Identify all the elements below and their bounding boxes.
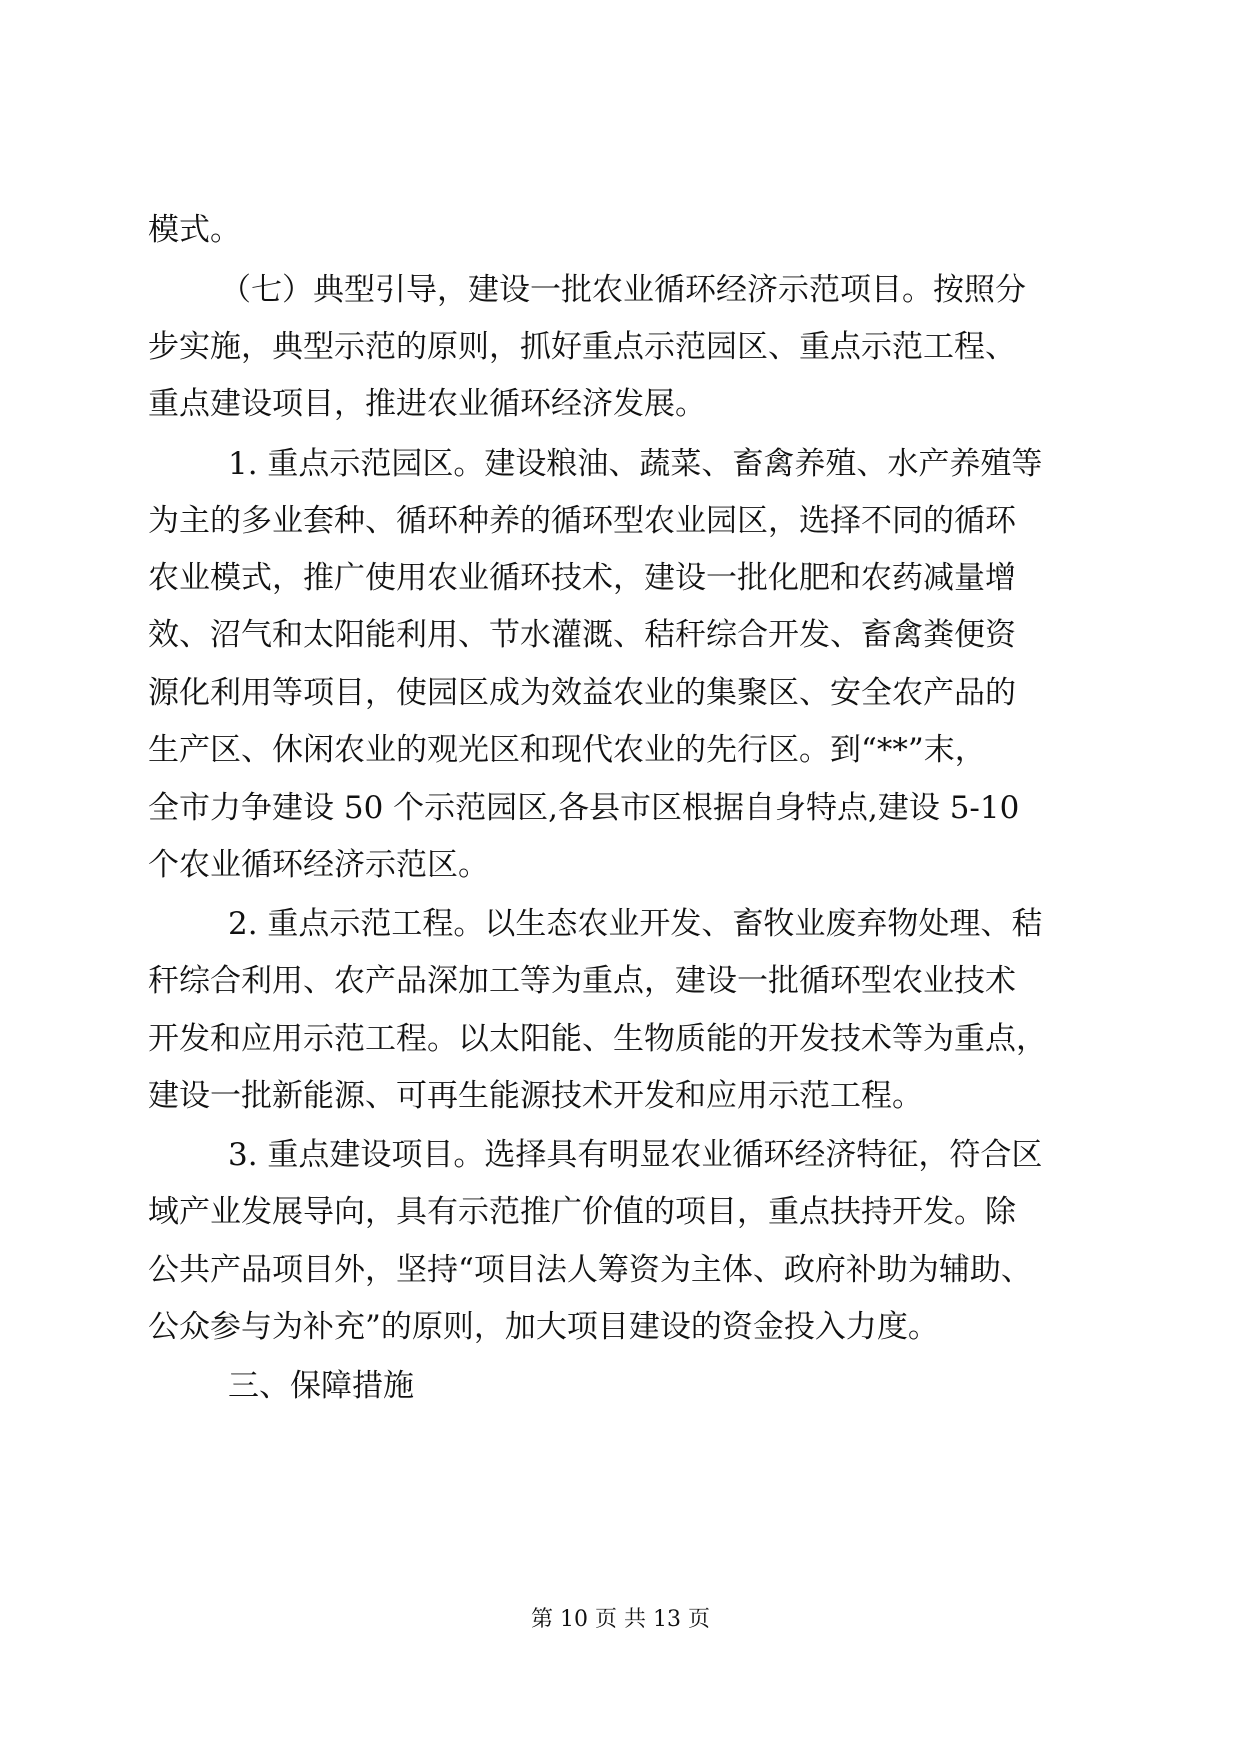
paragraph-line: 生产区、休闲农业的观光区和现代农业的先行区。到“**”末， — [148, 732, 986, 768]
paragraph-line: 农业模式，推广使用农业循环技术，建设一批化肥和农药减量增 — [148, 560, 1016, 596]
page-number-footer: 第 10 页 共 13 页 — [531, 1607, 710, 1632]
paragraph-line: 公共产品项目外，坚持“项目法人筹资为主体、政府补助为辅助、 — [148, 1252, 1032, 1288]
paragraph-line: 步实施，典型示范的原则，抓好重点示范园区、重点示范工程、 — [148, 329, 1016, 365]
paragraph-line: 公众参与为补充”的原则，加大项目建设的资金投入力度。 — [148, 1309, 939, 1345]
paragraph-line: 为主的多业套种、循环种养的循环型农业园区，选择不同的循环 — [148, 503, 1016, 539]
paragraph-line: 全市力争建设 50 个示范园区,各县市区根据自身特点,建设 5-10 — [148, 790, 1020, 826]
paragraph-line: 秆综合利用、农产品深加工等为重点，建设一批循环型农业技术 — [148, 963, 1016, 999]
paragraph-line: 域产业发展导向，具有示范推广价值的项目，重点扶持开发。除 — [148, 1194, 1016, 1230]
paragraph-line: 开发和应用示范工程。以太阳能、生物质能的开发技术等为重点， — [148, 1021, 1047, 1057]
paragraph-line: （七）典型引导，建设一批农业循环经济示范项目。按照分 — [220, 272, 1026, 308]
paragraph-line: 建设一批新能源、可再生能源技术开发和应用示范工程。 — [148, 1078, 923, 1114]
paragraph-line: 个农业循环经济示范区。 — [148, 847, 489, 883]
paragraph-line: 3. 重点建设项目。选择具有明显农业循环经济特征，符合区 — [228, 1137, 1043, 1173]
paragraph-line: 2. 重点示范工程。以生态农业开发、畜牧业废弃物处理、秸 — [228, 906, 1043, 942]
paragraph-line: 源化利用等项目，使园区成为效益农业的集聚区、安全农产品的 — [148, 675, 1016, 711]
paragraph-line: 1. 重点示范园区。建设粮油、蔬菜、畜禽养殖、水产养殖等 — [228, 446, 1043, 482]
paragraph-line: 效、沼气和太阳能利用、节水灌溉、秸秆综合开发、畜禽粪便资 — [148, 617, 1016, 653]
paragraph-line: 重点建设项目，推进农业循环经济发展。 — [148, 386, 706, 422]
section-heading: 三、保障措施 — [228, 1368, 414, 1404]
paragraph-line: 模式。 — [148, 212, 241, 248]
